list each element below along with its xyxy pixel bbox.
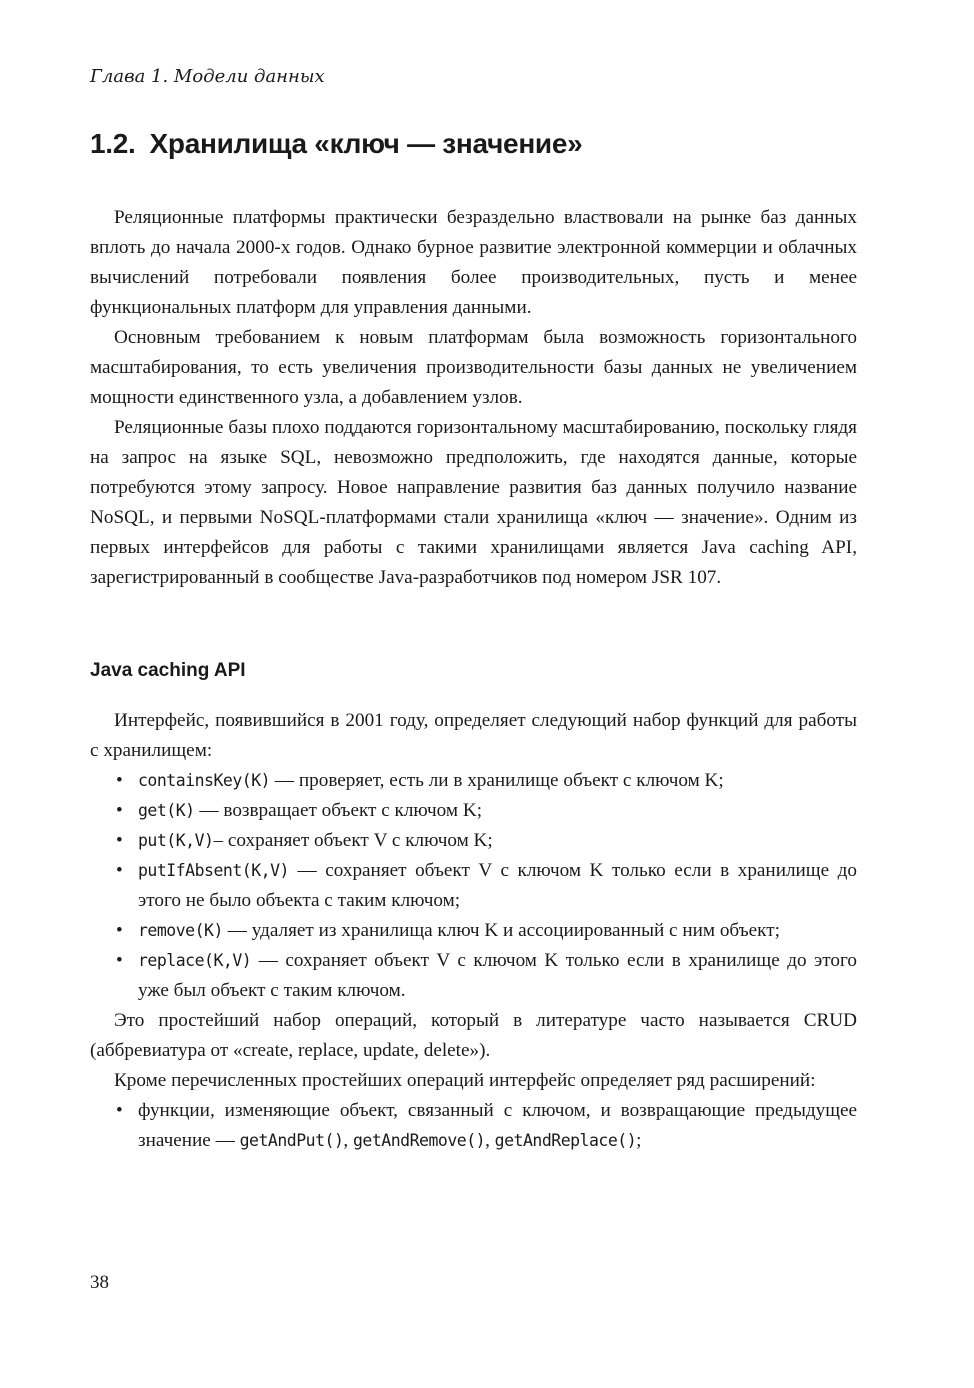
function-code: remove(K) — [138, 921, 223, 940]
function-description: — возвращает объект с ключом K; — [194, 800, 483, 821]
function-description: — удаляет из хранилища ключ K и ассоциированный с ним объект; — [222, 920, 780, 941]
crud-paragraph: Это простейший набор операций, который в литературе часто называется CRUD (аббревиатура от «create, replace, update, delete»). — [90, 1010, 857, 1061]
section-number: 1.2. — [90, 128, 136, 159]
running-head: Глава 1. Модели данных — [90, 66, 325, 87]
function-description: — сохраняет объект V с ключом K только если в хранилище до этого уже был объект с таким ключом. — [138, 950, 857, 1001]
function-code: getAndReplace() — [494, 1131, 637, 1150]
extensions-intro-paragraph: Кроме перечисленных простейших операций интерфейс определяет ряд расширений: — [114, 1070, 816, 1091]
function-code: putIfAbsent(K,V) — [138, 861, 289, 880]
page-number: 38 — [90, 1272, 109, 1293]
extension-description: функции, изменяющие объект, связанный с ключом, и возвращающие предыдущее значение — — [138, 1100, 857, 1151]
function-code: getAndPut() — [239, 1131, 344, 1150]
function-description: — проверяет, есть ли в хранилище объект с ключом K; — [270, 770, 724, 791]
list-item — [90, 946, 857, 1006]
function-code: containsKey(K) — [138, 771, 271, 790]
function-code: get(K) — [138, 801, 195, 820]
list-item — [90, 766, 857, 796]
paragraph: Основным требованием к новым платформам была возможность горизонтального масштабирования, то есть увеличения производительности базы данных не увеличением мощности единственного узла, а добавлением узлов. — [90, 327, 857, 408]
list-item — [90, 856, 857, 916]
list-item — [90, 916, 857, 946]
function-list — [90, 766, 857, 1006]
function-description: — сохраняет объект V с ключом K только если в хранилище до этого не было объекта с таким ключом; — [138, 860, 857, 911]
separator: , — [343, 1130, 353, 1151]
intro-text-block — [90, 203, 857, 593]
function-code: put(K,V) — [138, 831, 214, 850]
api-intro-paragraph: Интерфейс, появившийся в 2001 году, определяет следующий набор функций для работы с хранилищем: — [90, 710, 857, 761]
section-title — [90, 128, 582, 160]
separator: , — [485, 1130, 495, 1151]
function-description: – сохраняет объект V с ключом K; — [213, 830, 493, 851]
list-end-punctuation: ; — [636, 1130, 642, 1151]
section-title-text: Хранилища «ключ — значение» — [149, 128, 583, 159]
api-text-block — [90, 706, 857, 1156]
extensions-list — [90, 1096, 857, 1156]
subsection-title: Java caching API — [90, 660, 246, 681]
list-item — [90, 1096, 857, 1156]
list-item — [90, 826, 857, 856]
function-code: getAndRemove() — [352, 1131, 486, 1150]
list-item — [90, 796, 857, 826]
paragraph: Реляционные базы плохо поддаются горизонтальному масштабированию, поскольку глядя на запрос на языке SQL, невозможно предположить, где находятся данные, которые потребуются этому запросу. Новое направление развития баз данных получило название NoSQL, и первыми NoSQL-платформами стали хранилища «ключ — значение». Одним из первых интерфейсов для работы с такими хранилищами является Java caching API, зарегистрированный в сообществе Java-разработчиков под номером JSR 107. — [90, 417, 857, 588]
paragraph: Реляционные платформы практически безраздельно властвовали на рынке баз данных вплоть до начала 2000-х годов. Однако бурное развитие электронной коммерции и облачных вычислений потребовали появления более производительных, пусть и менее функциональных платформ для управления данными. — [90, 207, 857, 318]
function-code: replace(K,V) — [138, 951, 252, 970]
